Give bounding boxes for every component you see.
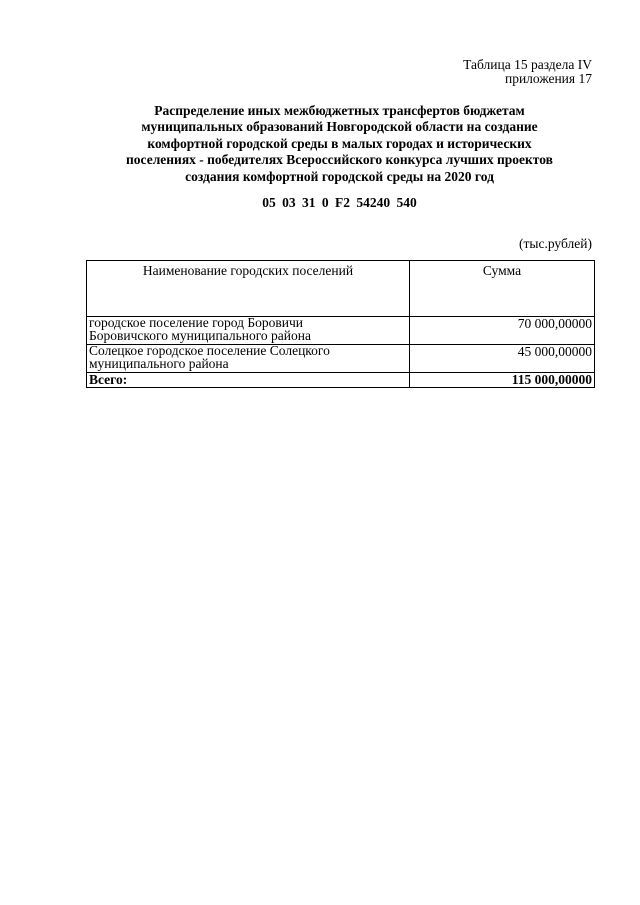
reference-line-appendix: приложения 17 xyxy=(504,71,592,86)
total-label: Всего: xyxy=(87,373,410,388)
units-label: (тыс.рублей) xyxy=(519,236,592,251)
settlement-name-line: Солецкое городское поселение Солецкого xyxy=(89,343,330,358)
table-row xyxy=(87,317,595,345)
amount-cell: 45 000,00000 xyxy=(410,345,595,373)
reference-line-table: Таблица 15 раздела IV xyxy=(463,57,592,72)
transfers-table xyxy=(86,260,595,388)
settlement-name-cell xyxy=(87,345,410,373)
table-row xyxy=(87,345,595,373)
title-line: поселениях - победителях Всероссийского конкурса лучших проектов xyxy=(126,152,553,168)
budget-classification-code: 05 03 31 0 F2 54240 540 xyxy=(262,195,417,210)
total-amount: 115 000,00000 xyxy=(410,373,595,388)
table-header-row xyxy=(87,261,595,317)
settlement-name-line: муниципального района xyxy=(89,355,229,371)
title-line: создания комфортной городской среды на 2020 год xyxy=(185,168,494,184)
title-line: муниципальных образований Новгородской области на создание xyxy=(141,119,538,135)
table-reference xyxy=(463,58,592,86)
header-amount: Сумма xyxy=(410,261,595,317)
document-title xyxy=(86,103,593,185)
header-settlement-name: Наименование городских поселений xyxy=(87,261,410,317)
title-line: Распределение иных межбюджетных трансфертов бюджетам xyxy=(154,103,525,118)
amount-cell: 70 000,00000 xyxy=(410,317,595,345)
settlement-name-line: Боровичского муниципального района xyxy=(89,327,311,343)
settlement-name-cell xyxy=(87,317,410,345)
title-line: комфортной городской среды в малых городах и исторических xyxy=(147,135,532,151)
total-row xyxy=(87,373,595,388)
settlement-name-line: городское поселение город Боровичи xyxy=(89,315,304,330)
